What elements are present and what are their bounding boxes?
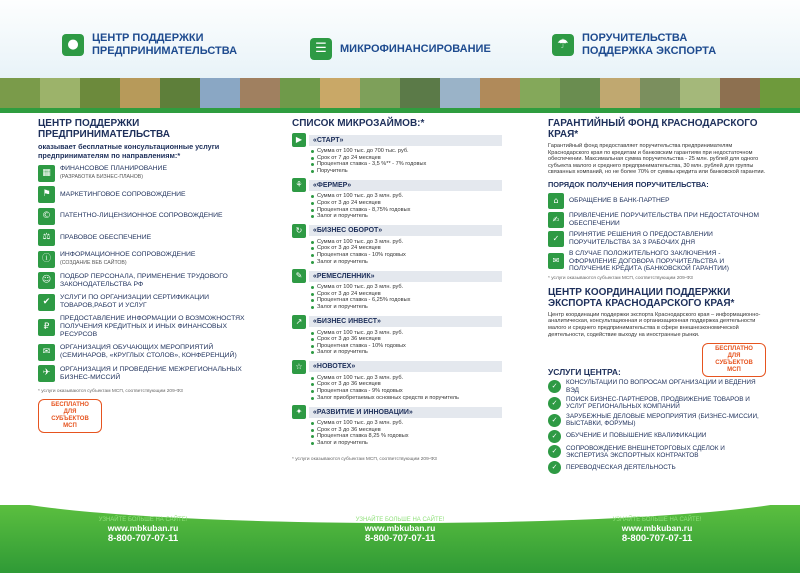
loan-name: «РЕМЕСЛЕННИК» — [309, 271, 502, 282]
service-icon: ✔ — [38, 294, 55, 311]
header-microfinance: ☰ МИКРОФИНАНСИРОВАНИЕ — [310, 38, 491, 60]
loan-term: Срок от 3 до 24 месяцев — [317, 291, 502, 298]
loan-term: Залог и поручитель — [317, 259, 502, 266]
check-icon: ✓ — [548, 397, 561, 410]
loan-term: Процентная ставка - 10% годовых — [317, 343, 502, 350]
step-icon: ⌂ — [548, 193, 564, 209]
loan-card — [292, 315, 502, 356]
loan-name: «БИЗНЕС ИНВЕСТ» — [309, 316, 502, 327]
step-label: ПРИВЛЕЧЕНИЕ ПОРУЧИТЕЛЬСТВА ПРИ НЕДОСТАТОЧНОМ ОБЕСПЕЧЕНИИ — [569, 212, 759, 227]
step-icon: ✍ — [548, 212, 564, 228]
service-item — [38, 272, 258, 289]
loan-term: Сумма от 100 тыс. до 700 тыс. руб. — [317, 148, 502, 155]
check-icon: ✓ — [548, 414, 561, 427]
guarantee-fund-text: Гарантийный фонд предоставляет поручительства предпринимателям Краснодарского края по кредитам и банковским гарантиям при недостаточном обеспечении. Максимальная сумма поручительства - 25 млн. рублей для одного субъекта малого и среднего предпринимательства, 30 млн. рублей для группы связанных компаний, но не более 70% от суммы кредита или банковской гарантии. — [548, 143, 766, 176]
coins-icon: ☰ — [310, 38, 332, 60]
check-icon: ✓ — [548, 380, 561, 393]
loan-terms — [317, 420, 502, 446]
center-service-item — [548, 413, 766, 428]
service-label: ОРГАНИЗАЦИЯ И ПРОВЕДЕНИЕ МЕЖРЕГИОНАЛЬНЫХ БИЗНЕС-МИССИЙ — [60, 365, 242, 381]
loan-term: Залог и поручитель — [317, 440, 502, 447]
service-item — [38, 365, 258, 382]
loan-terms — [317, 148, 502, 174]
service-icon: ⓘ — [38, 251, 55, 268]
loan-card — [292, 178, 502, 219]
footnote: * услуги оказываются субъектам МСП, соответствующим 209-ФЗ — [548, 275, 693, 281]
loan-icon: ↻ — [292, 224, 306, 238]
check-icon: ✓ — [548, 461, 561, 474]
loan-term: Срок от 3 до 36 месяцев — [317, 381, 502, 388]
service-label: ФИНАНСОВОЕ ПЛАНИРОВАНИЕ (РАЗРАБОТКА БИЗНЕС-ПЛАНОВ) — [60, 165, 167, 180]
service-item — [38, 165, 258, 182]
center-service-label: СОПРОВОЖДЕНИЕ ВНЕШНЕТОРГОВЫХ СДЕЛОК И ЭКСПЕРТИЗА ЭКСПОРТНЫХ КОНТРАКТОВ — [566, 444, 725, 459]
loan-term: Залог и поручитель — [317, 349, 502, 356]
service-item — [38, 294, 258, 311]
service-item — [38, 186, 258, 203]
service-label: МАРКЕТИНГОВОЕ СОПРОВОЖДЕНИЕ — [60, 190, 186, 198]
loan-term: Процентная ставка - 6,25% годовых — [317, 297, 502, 304]
loan-term: Срок от 3 до 24 месяцев — [317, 245, 502, 252]
loan-term: Срок от 3 до 36 месяцев — [317, 427, 502, 434]
free-badge: БЕСПЛАТНО ДЛЯ СУБЪЕКТОВ МСП — [702, 343, 766, 377]
loan-name: «НОВОТЕХ» — [309, 361, 502, 372]
step-icon: ✓ — [548, 231, 564, 247]
loan-term: Сумма от 100 тыс. до 3 млн. руб. — [317, 330, 502, 337]
service-icon: © — [38, 208, 55, 225]
loan-term: Сумма от 100 тыс. до 3 млн. руб. — [317, 375, 502, 382]
services-list — [38, 165, 258, 383]
column-support-center — [38, 118, 258, 433]
loan-card — [292, 360, 502, 401]
step-item — [548, 250, 766, 273]
export-center-text: Центр координации поддержки экспорта Краснодарского края – информационно-аналитическая, консультационная и организационная поддержка деятельности малого и среднего предпринимательства в сфере внешнеэкономической деятельности, содействие выходу на иностранные рынки. — [548, 311, 761, 338]
phone-number: 8-800-707-07-11 — [621, 533, 693, 544]
service-icon: ✈ — [38, 365, 55, 382]
service-icon: ⚖ — [38, 229, 55, 246]
phone-number: 8-800-707-07-11 — [107, 533, 179, 544]
loan-terms — [317, 375, 502, 401]
service-label: УСЛУГИ ПО ОРГАНИЗАЦИИ СЕРТИФИКАЦИИ ТОВАРОВ,РАБОТ И УСЛУГ — [60, 294, 210, 309]
loan-term: Сумма от 100 тыс. до 3 млн. руб. — [317, 420, 502, 427]
loan-term: Сумма от 100 тыс. до 3 млн. руб. — [317, 239, 502, 246]
loan-icon: ✦ — [292, 405, 306, 419]
loan-list — [292, 133, 502, 447]
loan-card — [292, 405, 502, 446]
loan-term: Процентная ставка 8,25 % годовых — [317, 433, 502, 440]
service-label: ПРЕДОСТАВЛЕНИЕ ИНФОРМАЦИИ О ВОЗМОЖНОСТЯХ ПОЛУЧЕНИЯ КРЕДИТНЫХ И ИНЫХ ФИНАНСОВЫХ РЕСУРСОВ — [60, 315, 245, 338]
people-icon: ● — [62, 34, 84, 56]
loan-icon: ✎ — [292, 269, 306, 283]
service-label: ПОДБОР ПЕРСОНАЛА, ПРИМЕНЕНИЕ ТРУДОВОГО ЗАКОНОДАТЕЛЬСТВА РФ — [60, 272, 228, 288]
header-guarantees: ☂ ПОРУЧИТЕЛЬСТВА ПОДДЕРЖКА ЭКСПОРТА — [552, 32, 716, 58]
loan-icon: ▶ — [292, 133, 306, 147]
check-icon: ✓ — [548, 430, 561, 443]
loan-term: Залог и поручитель — [317, 304, 502, 311]
step-label: В СЛУЧАЕ ПОЛОЖИТЕЛЬНОГО ЗАКЛЮЧЕНИЯ - ОФОРМЛЕНИЕ ДОГОВОРА ПОРУЧИТЕЛЬСТВА И ПОЛУЧЕНИЕ КРЕДИТА (БАНКОВСКОЙ ГАРАНТИИ) — [569, 249, 729, 273]
phone-number: 8-800-707-07-11 — [364, 533, 436, 544]
center-service-label: КОНСУЛЬТАЦИИ ПО ВОПРОСАМ ОРГАНИЗАЦИИ И ВЕДЕНИЯ ВЭД — [566, 379, 756, 394]
free-badge: БЕСПЛАТНО ДЛЯ СУБЪЕКТОВ МСП — [38, 399, 102, 433]
service-label: ПРАВОВОЕ ОБЕСПЕЧЕНИЕ — [60, 233, 152, 241]
center-service-item — [548, 430, 766, 443]
service-icon: ₽ — [38, 319, 55, 336]
service-label: ИНФОРМАЦИОННОЕ СОПРОВОЖДЕНИЕ (СОЗДАНИЕ ВЕБ САЙТОВ) — [60, 251, 196, 266]
step-label: ОБРАЩЕНИЕ В БАНК-ПАРТНЕР — [569, 197, 670, 205]
support-center-subtitle: оказывает бесплатные консультационные услуги предпринимателям по направлениям:* — [38, 142, 220, 160]
loan-term: Процентная ставка - 3,5 %** - 7% годовых — [317, 161, 502, 168]
loan-terms — [317, 330, 502, 356]
microloans-title: СПИСОК МИКРОЗАЙМОВ:* — [292, 118, 425, 129]
loan-term: Процентная ставка - 9% годовых — [317, 388, 502, 395]
center-service-item — [548, 396, 766, 411]
step-label: ПРИНЯТИЕ РЕШЕНИЯ О ПРЕДОСТАВЛЕНИИ ПОРУЧИТЕЛЬСТВА ЗА 3 РАБОЧИХ ДНЯ — [569, 231, 713, 246]
center-service-label: ОБУЧЕНИЕ И ПОВЫШЕНИЕ КВАЛИФИКАЦИИ — [566, 432, 707, 440]
steps-list — [548, 193, 766, 273]
service-item — [38, 315, 258, 339]
order-title: ПОРЯДОК ПОЛУЧЕНИЯ ПОРУЧИТЕЛЬСТВА: — [548, 179, 709, 189]
website-link[interactable]: www.mbkuban.ru — [621, 523, 693, 533]
loan-terms — [317, 193, 502, 219]
loan-icon: ☆ — [292, 360, 306, 374]
loan-term: Процентная ставка - 10% годовых — [317, 252, 502, 259]
service-label: ОРГАНИЗАЦИЯ ОБУЧАЮЩИХ МЕРОПРИЯТИЙ (СЕМИНАРОВ, «КРУГЛЫХ СТОЛОВ», КОНФЕРЕНЦИЙ) — [60, 344, 237, 359]
step-icon: ✉ — [548, 253, 564, 269]
center-service-item — [548, 445, 766, 460]
footer-contacts-2: УЗНАЙТЕ БОЛЬШЕ НА САЙТЕ! www.mbkuban.ru 8-800-707-07-11 — [325, 517, 475, 544]
service-item — [38, 229, 258, 246]
loan-card — [292, 269, 502, 310]
loan-name: «ФЕРМЕР» — [309, 180, 502, 191]
footer-contacts-3: УЗНАЙТЕ БОЛЬШЕ НА САЙТЕ! www.mbkuban.ru 8-800-707-07-11 — [582, 517, 732, 544]
loan-term: Срок от 3 до 24 месяцев — [317, 200, 502, 207]
loan-icon: ⚘ — [292, 178, 306, 192]
footer-contacts-1: УЗНАЙТЕ БОЛЬШЕ НА САЙТЕ! www.mbkuban.ru 8-800-707-07-11 — [68, 517, 218, 544]
loan-card — [292, 133, 502, 174]
service-label: ПАТЕНТНО-ЛИЦЕНЗИОННОЕ СОПРОВОЖДЕНИЕ — [60, 212, 223, 219]
loan-icon: ↗ — [292, 315, 306, 329]
center-services-title: УСЛУГИ ЦЕНТРА: — [548, 367, 621, 378]
service-icon: ☺ — [38, 272, 55, 289]
loan-name: «РАЗВИТИЕ И ИННОВАЦИИ» — [309, 407, 502, 418]
center-services-list — [548, 379, 766, 474]
loan-terms — [317, 284, 502, 310]
website-link[interactable]: www.mbkuban.ru — [107, 523, 179, 533]
loan-term: Процентная ставка - 8,75% годовых — [317, 207, 502, 214]
loan-term: Залог и поручитель — [317, 213, 502, 220]
center-service-item — [548, 461, 766, 474]
step-item — [548, 193, 766, 209]
export-center-title: ЦЕНТР КООРДИНАЦИИ ПОДДЕРЖКИ ЭКСПОРТА КРАСНОДАРСКОГО КРАЯ* — [548, 286, 735, 309]
green-divider — [0, 108, 800, 113]
loan-name: «СТАРТ» — [309, 135, 502, 146]
loan-term: Залог приобретаемых основных средств и поручитель — [317, 395, 502, 402]
loan-card — [292, 224, 502, 265]
service-item — [38, 251, 258, 268]
loan-name: «БИЗНЕС ОБОРОТ» — [309, 225, 502, 236]
header-support-center: ● ЦЕНТР ПОДДЕРЖКИ ПРЕДПРИНИМАТЕЛЬСТВА — [62, 32, 237, 58]
loan-term: Поручитель — [317, 168, 502, 175]
column-microloans — [292, 118, 502, 462]
check-icon: ✓ — [548, 445, 561, 458]
support-center-title: ЦЕНТР ПОДДЕРЖКИ ПРЕДПРИНИМАТЕЛЬСТВА — [38, 118, 170, 140]
center-service-label: ЗАРУБЕЖНЫЕ ДЕЛОВЫЕ МЕРОПРИЯТИЯ (БИЗНЕС-МИССИИ, ВЫСТАВКИ, ФОРУМЫ) — [566, 412, 759, 428]
loan-term: Сумма от 100 тыс. до 3 млн. руб. — [317, 193, 502, 200]
photo-strip — [0, 78, 800, 108]
loan-term: Срок от 3 до 36 месяцев — [317, 336, 502, 343]
loan-terms — [317, 239, 502, 265]
loan-term: Сумма от 100 тыс. до 3 млн. руб. — [317, 284, 502, 291]
umbrella-icon: ☂ — [552, 34, 574, 56]
service-note: (РАЗРАБОТКА БИЗНЕС-ПЛАНОВ) — [60, 174, 143, 180]
loan-term: Срок от 7 до 24 месяцев — [317, 155, 502, 162]
service-item — [38, 208, 258, 225]
service-icon: ⚑ — [38, 186, 55, 203]
step-item — [548, 212, 766, 228]
column-guarantee — [548, 118, 766, 474]
center-service-item — [548, 379, 766, 394]
service-icon: ✉ — [38, 344, 55, 361]
service-icon: ▦ — [38, 165, 55, 182]
website-link[interactable]: www.mbkuban.ru — [364, 523, 436, 533]
guarantee-fund-title: ГАРАНТИЙНЫЙ ФОНД КРАСНОДАРСКОГО КРАЯ* — [548, 118, 758, 140]
service-note: (СОЗДАНИЕ ВЕБ САЙТОВ) — [60, 260, 127, 266]
service-item — [38, 344, 258, 361]
footnote: * услуги оказываются субъектам МСП, соответствующим 209-ФЗ — [292, 456, 437, 462]
center-service-label: ПОИСК БИЗНЕС-ПАРТНЕРОВ, ПРОДВИЖЕНИЕ ТОВАРОВ И УСЛУГ РЕГИОНАЛЬНЫХ КОМПАНИЙ — [566, 395, 750, 411]
center-service-label: ПЕРЕВОДЧЕСКАЯ ДЕЯТЕЛЬНОСТЬ — [566, 464, 676, 472]
footnote: * услуги оказываются субъектам МСП, соответствующим 209-ФЗ — [38, 389, 183, 394]
step-item — [548, 231, 766, 247]
